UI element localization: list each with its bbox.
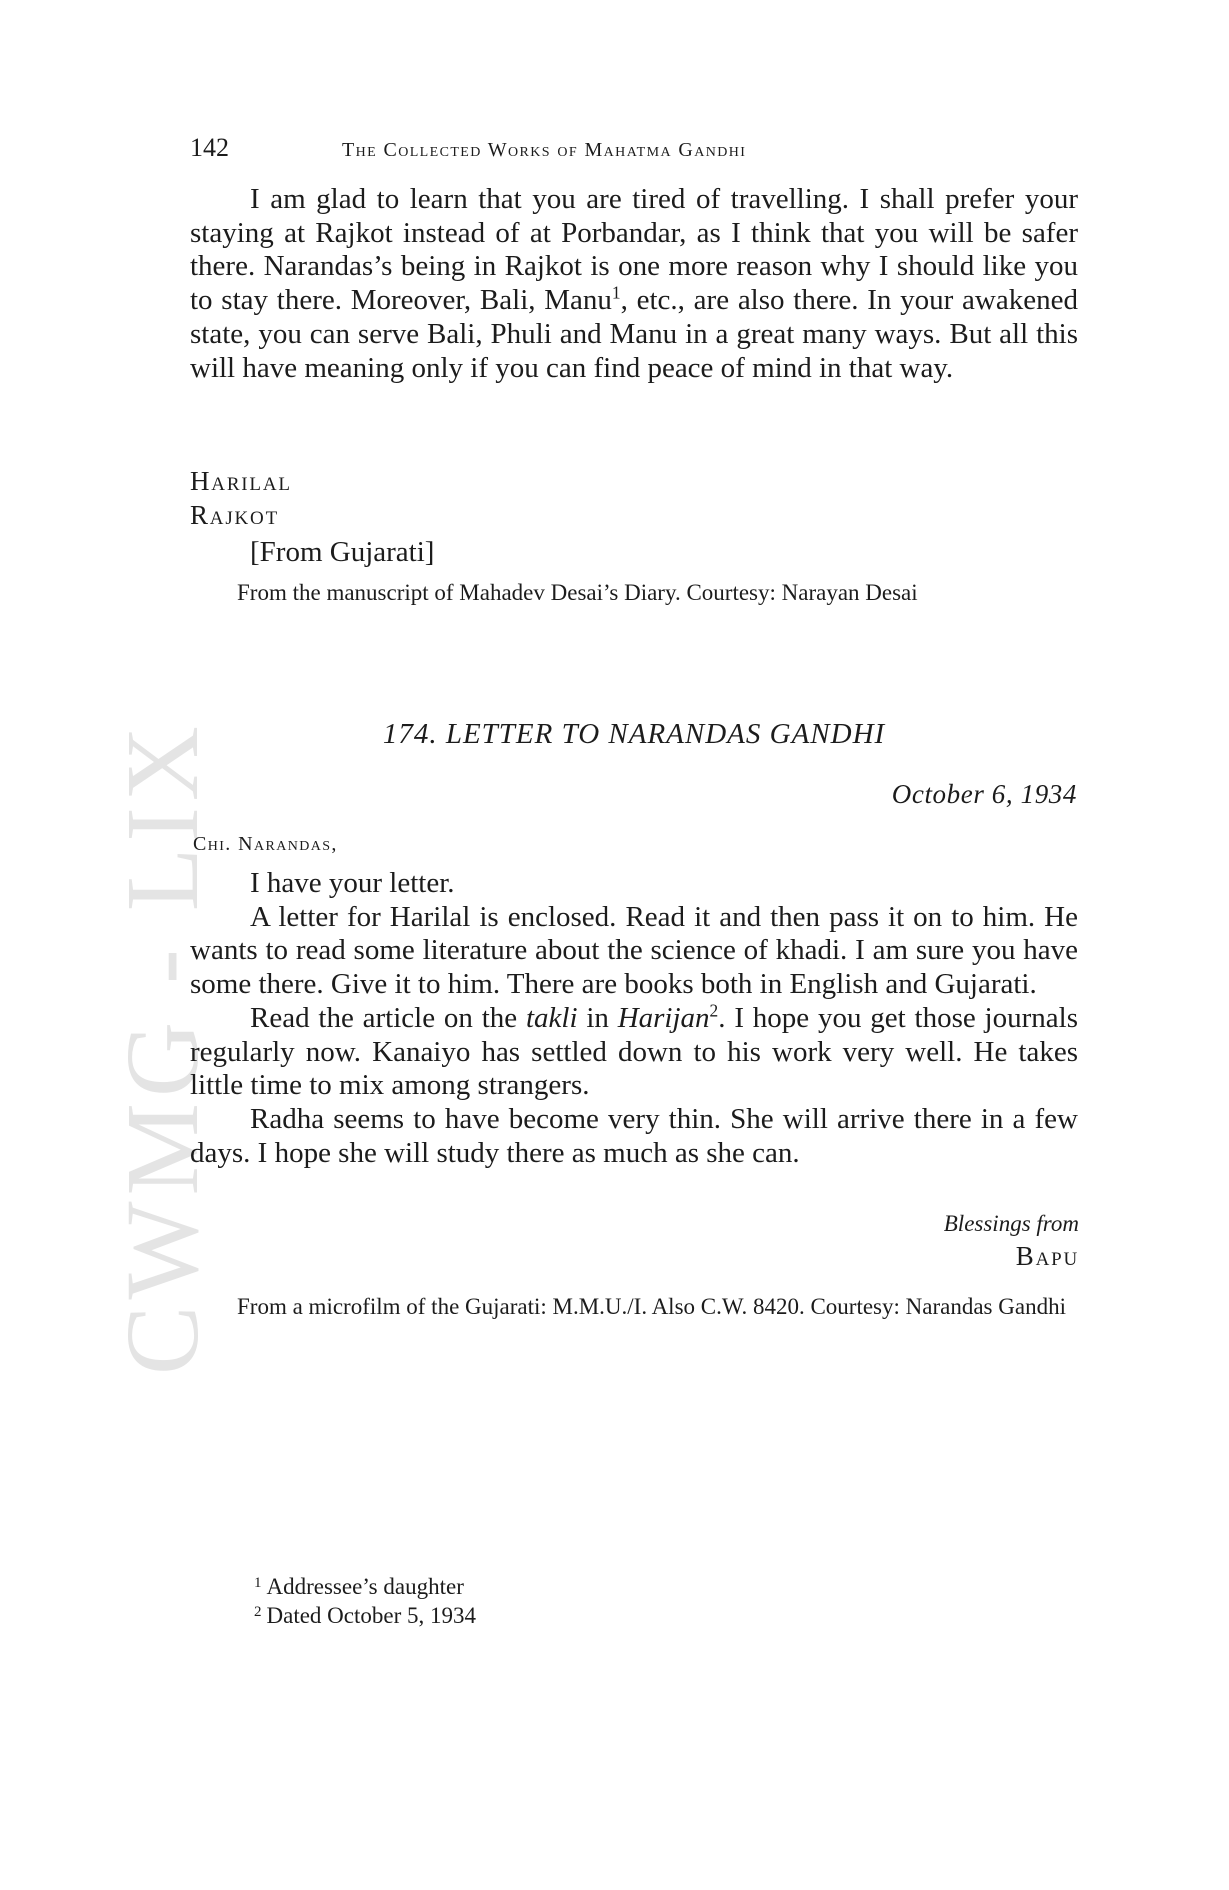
text-fragment: , etc., are also there. In your awakened state, you can serve Bali, Phuli and Manu in a great many ways. But all this will have meaning only if you can find peace of mind in that way. <box>190 284 1078 384</box>
footnote <box>254 1572 476 1601</box>
letter-paragraph <box>190 1002 1078 1103</box>
footnote <box>254 1601 476 1630</box>
italic-term: takli <box>525 1001 578 1034</box>
footnotes <box>254 1572 476 1630</box>
source-note: From a microfilm of the Gujarati: M.M.U./I. Also C.W. 8420. Courtesy: Narandas Gandhi <box>237 1294 1066 1319</box>
language-note: [From Gujarati] <box>250 536 435 568</box>
footnote-number: 1 <box>254 1575 262 1591</box>
page-number: 142 <box>190 133 229 162</box>
footnote-text: Addressee’s daughter <box>266 1574 464 1599</box>
letter-date: October 6, 1934 <box>891 779 1077 809</box>
addressee-name: Harilal <box>190 466 292 496</box>
footnote-text: Dated October 5, 1934 <box>266 1603 476 1628</box>
journal-title: Harijan <box>617 1001 710 1034</box>
letter-paragraph: A letter for Harilal is enclosed. Read it and then pass it on to him. He wants to read some literature about the science of khadi. I am sure you have some there. Give it to him. There are books both in English and Gujarati. <box>190 900 1078 1001</box>
closing-blessings: Blessings from <box>943 1211 1079 1236</box>
salutation: Chi. Narandas, <box>193 833 338 855</box>
watermark-text: CWMG - LIX <box>105 719 220 1375</box>
text-fragment: . I hope you get those journals regularly now. Kanaiyo has settled down to his work very well. He takes little time to mix among strangers. <box>190 1001 1078 1102</box>
letter-paragraph: I have your letter. <box>250 867 455 899</box>
letter-paragraph: Radha seems to have become very thin. She will arrive there in a few days. I hope she will study there as much as she can. <box>190 1102 1078 1169</box>
letter-heading: 174. LETTER TO NARANDAS GANDHI <box>382 718 886 750</box>
text-fragment: in <box>577 1001 618 1034</box>
footnote-number: 2 <box>254 1604 262 1620</box>
footnote-marker: 1 <box>611 282 621 303</box>
source-note: From the manuscript of Mahadev Desai’s Diary. Courtesy: Narayan Desai <box>237 580 918 605</box>
addressee-place: Rajkot <box>190 500 279 530</box>
running-head <box>190 133 1080 165</box>
text-fragment: I am glad to learn that you are tired of travelling. I shall prefer your staying at Rajkot instead of at Porbandar, as I think that you will be safer there. Narandas’s being in Rajkot is one more reason why I should like you to stay there. Moreover, Bali, Manu <box>190 183 1078 317</box>
running-head-title: The Collected Works of Mahatma Gandhi <box>342 139 747 161</box>
previous-letter-paragraph <box>190 183 1078 385</box>
signature: Bapu <box>1015 1241 1079 1271</box>
text-fragment: Read the article on the <box>250 1001 526 1034</box>
footnote-marker: 2 <box>709 1000 719 1021</box>
letter-body <box>190 867 1078 1170</box>
